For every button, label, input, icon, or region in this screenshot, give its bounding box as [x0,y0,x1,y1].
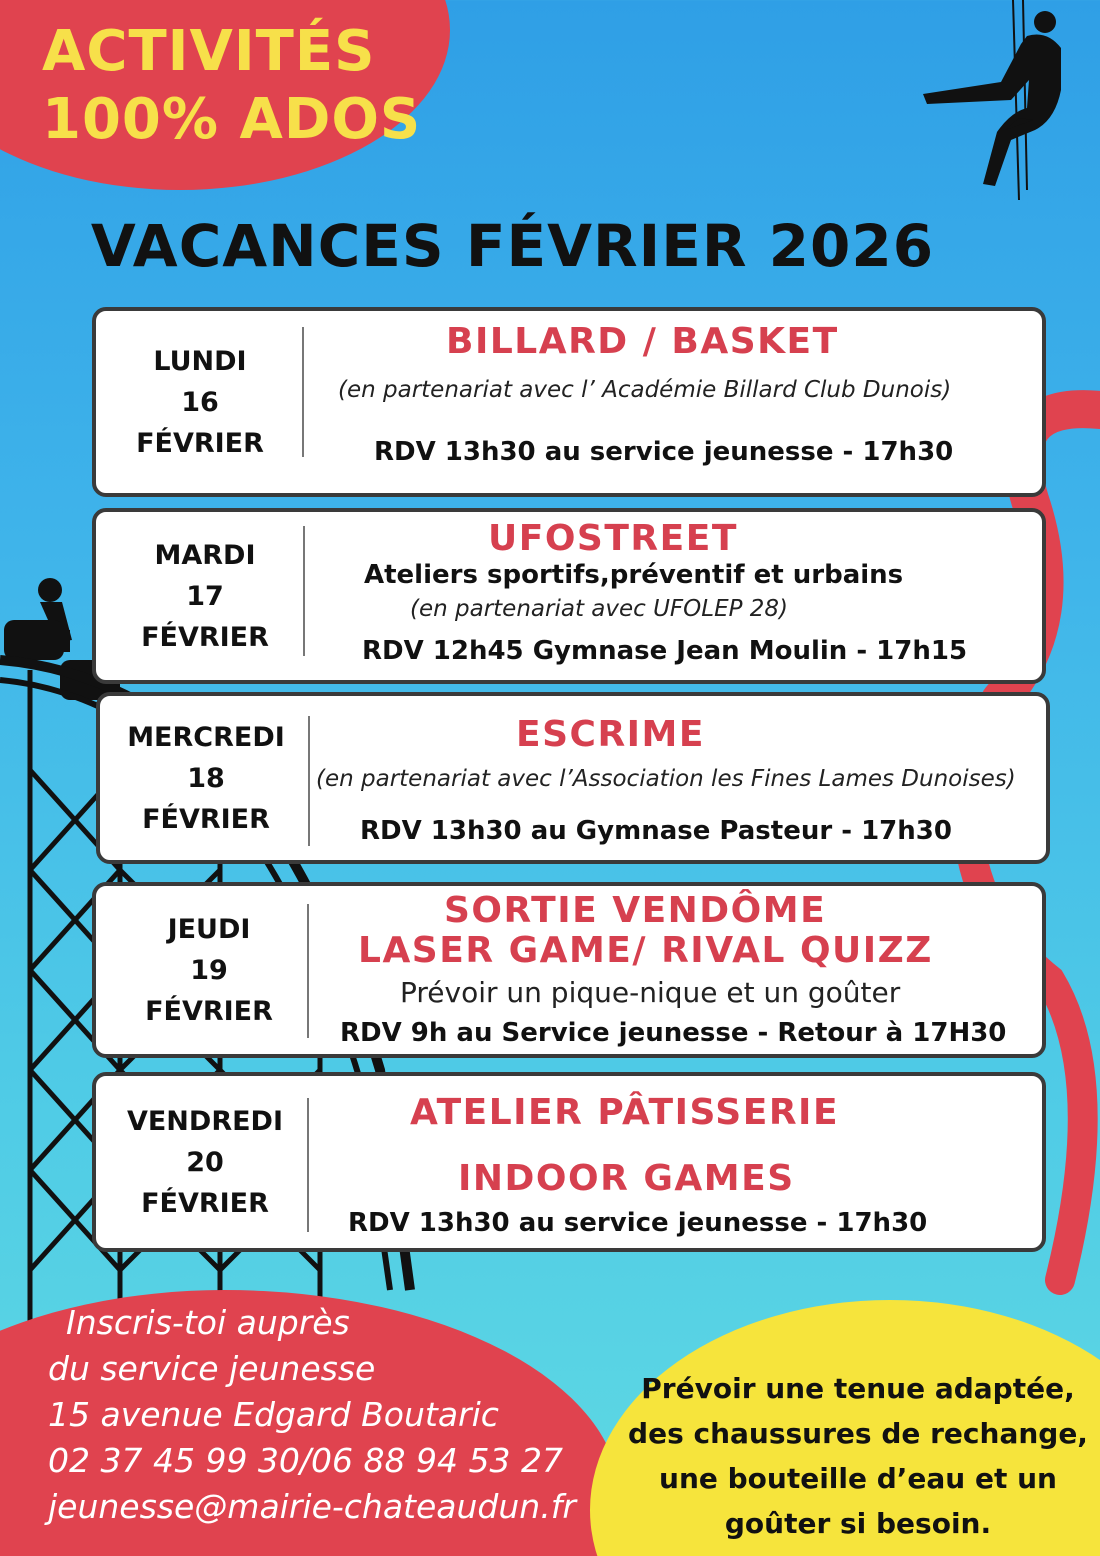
day-number: 20 [186,1146,224,1178]
activity-rdv: RDV 13h30 au Gymnase Pasteur - 17h30 [360,816,952,846]
activity-partner: (en partenariat avec l’ Académie Billard Club Dunois) [338,377,952,403]
day-month: FÉVRIER [141,1187,269,1219]
activity-description: Prévoir un pique-nique et un goûter [400,976,901,1009]
activity-rdv: RDV 12h45 Gymnase Jean Moulin - 17h15 [362,636,968,666]
activity-card-thursday [92,882,1046,1058]
card-divider [307,904,309,1038]
day-label [96,311,304,493]
contact-info [48,1300,576,1530]
day-number: 18 [187,762,225,794]
contact-email: jeunesse@mairie-chateaudun.fr [48,1487,576,1526]
day-name: VENDREDI [126,1105,284,1137]
contact-line-2: du service jeunesse [48,1349,376,1388]
day-month: FÉVRIER [145,995,273,1027]
activity-title: BILLARD / BASKET [446,321,839,362]
activity-rdv: RDV 13h30 au service jeunesse - 17h30 [348,1208,928,1238]
day-number: 17 [186,580,224,612]
day-number: 16 [181,386,219,418]
day-name: JEUDI [167,913,251,945]
card-divider [303,526,305,656]
day-month: FÉVRIER [142,803,270,835]
activity-title: UFOSTREET [488,518,738,559]
day-label [96,512,314,680]
activity-card-wednesday [96,692,1050,864]
activity-title: ESCRIME [516,714,705,755]
day-name: MERCREDI [127,721,285,753]
day-label [96,1076,314,1248]
activity-title: SORTIE VENDÔME [444,890,827,931]
activity-card-tuesday [92,508,1046,684]
activity-card-monday [92,307,1046,497]
tagline-line-2: 100% ADOS [42,87,422,152]
card-divider [308,716,310,846]
climber-silhouette-icon [915,0,1075,200]
activity-card-friday [92,1072,1046,1252]
day-name: LUNDI [153,345,247,377]
card-divider [302,327,304,457]
activity-rdv: RDV 9h au Service jeunesse - Retour à 17H30 [340,1018,1007,1048]
day-month: FÉVRIER [136,427,264,459]
advice-line-1: Prévoir une tenue adaptée, [641,1372,1075,1405]
day-label [100,696,312,860]
contact-address: 15 avenue Edgard Boutaric [48,1395,499,1434]
page-title: VACANCES FÉVRIER 2026 [90,212,935,280]
activity-title: ATELIER PÂTISSERIE [410,1092,840,1133]
day-name: MARDI [154,539,256,571]
activity-partner: (en partenariat avec l’Association les Fines Lames Dunoises) [316,766,1016,792]
advice-line-4: goûter si besoin. [724,1507,992,1540]
card-divider [307,1098,309,1232]
contact-line-1: Inscris-toi auprès [66,1303,350,1342]
activity-rdv: RDV 13h30 au service jeunesse - 17h30 [374,437,954,467]
tagline-line-1: ACTIVITÉS [42,19,376,84]
advice-line-2: des chaussures de rechange, [628,1417,1088,1450]
activity-title-secondary: LASER GAME/ RIVAL QUIZZ [358,930,933,971]
activity-title-secondary: INDOOR GAMES [458,1158,795,1199]
day-month: FÉVRIER [141,621,269,653]
advice-box [616,1366,1100,1546]
advice-line-3: une bouteille d’eau et un [659,1462,1057,1495]
day-number: 19 [190,954,228,986]
tagline [42,18,421,154]
activity-description: Ateliers sportifs,préventif et urbains [364,560,904,590]
activity-partner: (en partenariat avec UFOLEP 28) [410,596,789,622]
day-label [96,886,322,1054]
contact-phones: 02 37 45 99 30/06 88 94 53 27 [48,1441,563,1480]
